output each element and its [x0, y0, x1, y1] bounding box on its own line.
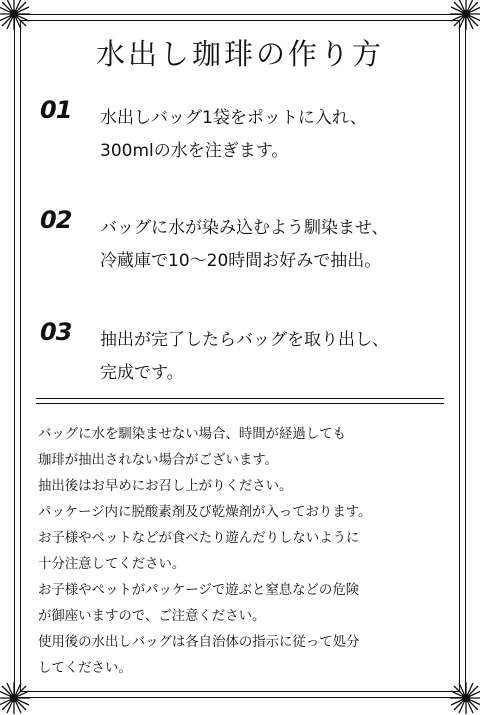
- step-line: 抽出が完了したらバッグを取り出し、: [100, 330, 389, 350]
- note-line: 十分注意してください。: [38, 557, 186, 572]
- note-line: してください。: [38, 661, 132, 676]
- step-line: 水出しバッグ1袋をポットに入れ、: [100, 108, 367, 128]
- step-text: [100, 102, 460, 168]
- starburst-icon: [449, 0, 480, 31]
- note-line: 使用後の水出しバッグは各自治体の指示に従って処分: [38, 635, 360, 650]
- note-line: が御座いますので、ご注意ください。: [38, 609, 266, 624]
- note-line: お子様やペットなどが食べたり遊んだりしないように: [38, 531, 360, 546]
- step-number: 01: [40, 96, 72, 124]
- step-text: [100, 212, 460, 278]
- note-line: バッグに水を馴染ませない場合、時間が経過しても: [38, 427, 346, 442]
- caution-notes: [38, 422, 458, 682]
- divider: [36, 403, 444, 404]
- note-line: お子様やペットがパッケージで遊ぶと窒息などの危険: [38, 583, 360, 598]
- step-line: バッグに水が染み込むよう馴染ませ、: [100, 218, 389, 238]
- step-line: 冷蔵庫で10〜20時間お好みで抽出。: [100, 251, 382, 271]
- starburst-icon: [0, 681, 31, 715]
- step-number: 02: [40, 206, 72, 234]
- note-line: パッケージ内に脱酸素剤及び乾燥剤が入っております。: [38, 505, 372, 520]
- note-line: 抽出後はお早めにお召し上がりください。: [38, 479, 293, 494]
- page-title: 水出し珈琲の作り方: [95, 37, 384, 71]
- starburst-icon: [449, 681, 480, 715]
- step-line: 300mlの水を注ぎます。: [100, 141, 289, 161]
- step-text: [100, 324, 460, 390]
- note-line: 珈琲が抽出されない場合がございます。: [38, 453, 278, 468]
- step-line: 完成です。: [100, 363, 184, 383]
- step-number: 03: [40, 318, 72, 346]
- starburst-icon: [0, 0, 31, 31]
- divider: [36, 398, 444, 399]
